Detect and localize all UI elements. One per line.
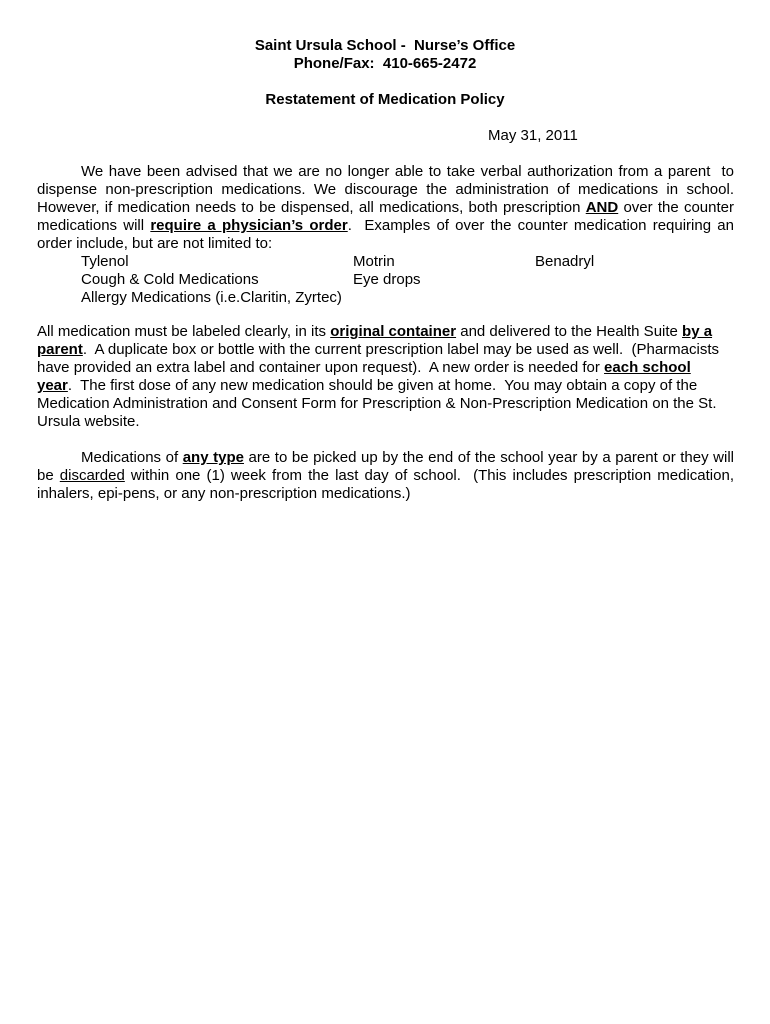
text-line: inhalers, epi-pens, or any non-prescription medications.): [37, 485, 411, 502]
text-run: . The first dose of any new medication should be given at home. You may obtain a copy of the: [67, 377, 698, 394]
text-line: [37, 449, 734, 467]
document-date: May 31, 2011: [488, 127, 578, 144]
emphasis-discarded: discarded: [59, 467, 125, 484]
paragraph-labeling: [37, 323, 734, 431]
emphasis-original-container: original container: [330, 323, 457, 340]
example-tylenol: Tylenol: [81, 253, 129, 270]
text-run: be: [37, 467, 60, 484]
emphasis-parent: parent: [37, 341, 83, 358]
emphasis-by-a: by a: [682, 323, 713, 340]
text-run: All medication must be labeled clearly, in its: [37, 323, 331, 340]
emphasis-and: AND: [585, 199, 619, 216]
text-run: . A duplicate box or bottle with the current prescription label may be used as well. (Pharmacists: [82, 341, 719, 358]
text-run: medications will: [37, 217, 151, 234]
text-line: Ursula website.: [37, 413, 140, 430]
text-run: have provided an extra label and container upon request). A new order is needed for: [37, 359, 605, 376]
text-run: over the counter: [618, 199, 734, 216]
emphasis-any-type: any type: [182, 449, 244, 466]
text-run: are to be picked up by the end of the school year by a parent or they will: [243, 449, 735, 466]
text-line: [37, 377, 734, 395]
emphasis-physician-order: require a physician’s order: [150, 217, 348, 234]
text-run: within one (1) week from the last day of school. (This includes prescription medication,: [124, 467, 734, 484]
text-line: [37, 199, 734, 217]
text-line: [37, 217, 734, 235]
document-title: Restatement of Medication Policy: [265, 91, 505, 108]
text-line: Medication Administration and Consent Form for Prescription & Non-Prescription Medication on the St.: [37, 395, 717, 412]
text-line: We have been advised that we are no longer able to take verbal authorization from a parent to: [81, 163, 734, 180]
example-eye-drops: Eye drops: [353, 271, 421, 288]
phone-fax-heading: Phone/Fax: 410-665-2472: [293, 55, 477, 72]
example-benadryl: Benadryl: [535, 253, 595, 270]
text-line: [37, 359, 734, 377]
text-run: However, if medication needs to be dispensed, all medications, both prescription: [37, 199, 586, 216]
text-run: . Examples of over the counter medication requiring an: [347, 217, 734, 234]
text-run: and delivered to the Health Suite: [456, 323, 683, 340]
text-line: [37, 341, 734, 359]
paragraph-pickup: [37, 449, 734, 503]
example-allergy: Allergy Medications (i.e.Claritin, Zyrtec): [81, 289, 342, 306]
text-run: Medications of: [81, 449, 183, 466]
emphasis-year: year: [37, 377, 68, 394]
text-line: dispense non-prescription medications. We discourage the administration of medications in school.: [37, 181, 734, 198]
example-motrin: Motrin: [353, 253, 395, 270]
paragraph-verbal-authorization: [37, 163, 734, 253]
emphasis-each-school: each school: [604, 359, 691, 376]
text-line: [37, 323, 734, 341]
example-cough-cold: Cough & Cold Medications: [81, 271, 259, 288]
school-name-heading: Saint Ursula School - Nurse’s Office: [254, 37, 516, 54]
text-line: [37, 467, 734, 485]
text-line: order include, but are not limited to:: [37, 235, 273, 252]
